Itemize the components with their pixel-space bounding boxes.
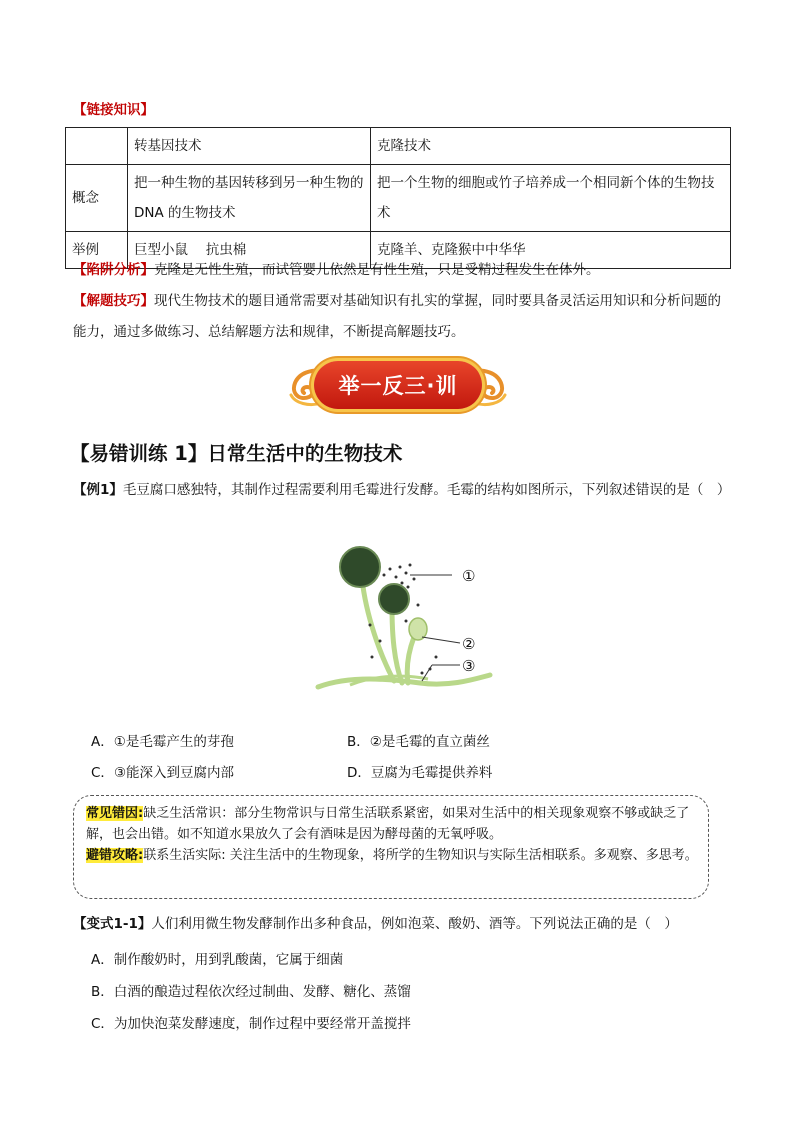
variant1-label: 【变式1-1】 [73,916,152,932]
common-error [86,803,698,845]
option-text: 豆腐为毛霉提供养料 [370,765,493,781]
option-text: 白酒的酿造过程依次经过制曲、发酵、糖化、蒸馏 [113,984,411,1000]
option-letter: C． [91,1016,114,1032]
avoid-label: 避错攻略: [86,848,144,863]
figure-label-3: ③ [462,657,476,675]
example1-text: 毛豆腐口感独特，其制作过程需要利用毛霉进行发酵。毛霉的结构如图所示，下列叙述错误的是（ ） [122,482,731,498]
section-banner [285,357,511,417]
mucor-structure-figure [310,545,500,697]
table-header-row [66,128,731,165]
comparison-table [65,127,731,269]
table-header-cell [66,128,128,165]
section-title: 【易错训练 1】日常生活中的生物技术 [70,442,403,465]
table-cell: 把一种生物的基因转移到另一种生物的DNA 的生物技术 [128,165,371,232]
option-letter: B． [347,734,370,750]
variant-option-c[interactable] [91,1012,411,1032]
option-text: 制作酸奶时，用到乳酸菌，它属于细菌 [113,952,344,968]
avoid-strategy [86,845,698,866]
figure-label-2: ② [462,635,476,653]
option-letter: A． [91,734,114,750]
variant1-question [73,909,733,940]
avoid-text: 联系生活实际: 关注生活中的生物现象，将所学的生物知识与实际生活相联系。多观察、多思考。 [143,848,698,863]
variant1-text: 人们利用微生物发酵制作出多种食品，例如泡菜、酸奶、酒等。下列说法正确的是（ ） [151,916,678,932]
tip-content [86,803,698,866]
option-text: ①是毛霉产生的芽孢 [113,734,234,750]
option-letter: D． [347,765,371,781]
error-label: 常见错因: [86,806,144,821]
trap-label: 【陷阱分析】 [73,262,154,278]
table-row [66,165,731,232]
option-a[interactable] [91,730,234,750]
table-cell: 克隆羊、克隆猴中中华华 [371,232,731,269]
variant-option-a[interactable] [91,948,343,968]
table-header-cell: 克隆技术 [371,128,731,165]
banner-title: 举一反三·训 [314,361,482,409]
trap-text: 克隆是无性生殖，而试管婴儿依然是有性生殖，只是受精过程发生在体外。 [154,262,600,278]
figure-label-1: ① [462,567,476,585]
option-text: 为加快泡菜发酵速度，制作过程中要经常开盖搅拌 [113,1016,411,1032]
link-knowledge-label: 【链接知识】 [73,102,154,118]
option-text: ②是毛霉的直立菌丝 [369,734,490,750]
option-letter: B． [91,984,114,1000]
example1-question [73,474,733,506]
trap-analysis [73,255,733,286]
option-text: ③能深入到豆腐内部 [113,765,235,781]
example1-label: 【例1】 [73,482,123,498]
row-label: 举例 [66,232,128,269]
row-label: 概念 [66,165,128,232]
option-d[interactable] [347,761,492,781]
skill-label: 【解题技巧】 [73,293,154,309]
option-b[interactable] [347,730,490,750]
table-header-cell: 转基因技术 [128,128,371,165]
table-cell: 把一个生物的细胞或竹子培养成一个相同新个体的生物技术 [371,165,731,232]
table-cell: 巨型小鼠 抗虫棉 [128,232,371,269]
option-letter: C． [91,765,114,781]
error-text: 缺乏生活常识：部分生物常识与日常生活联系紧密，如果对生活中的相关现象观察不够或缺乏了解，也会出错。如不知道水果放久了会有酒味是因为酵母菌的无氧呼吸。 [86,806,690,842]
option-letter: A． [91,952,114,968]
option-c[interactable] [91,761,234,781]
skill-text: 现代生物技术的题目通常需要对基础知识有扎实的掌握，同时要具备灵活运用知识和分析问题的能力，通过多做练习、总结解题方法和规律，不断提高解题技巧。 [73,293,721,340]
solving-skill [73,286,733,348]
variant-option-b[interactable] [91,980,411,1000]
